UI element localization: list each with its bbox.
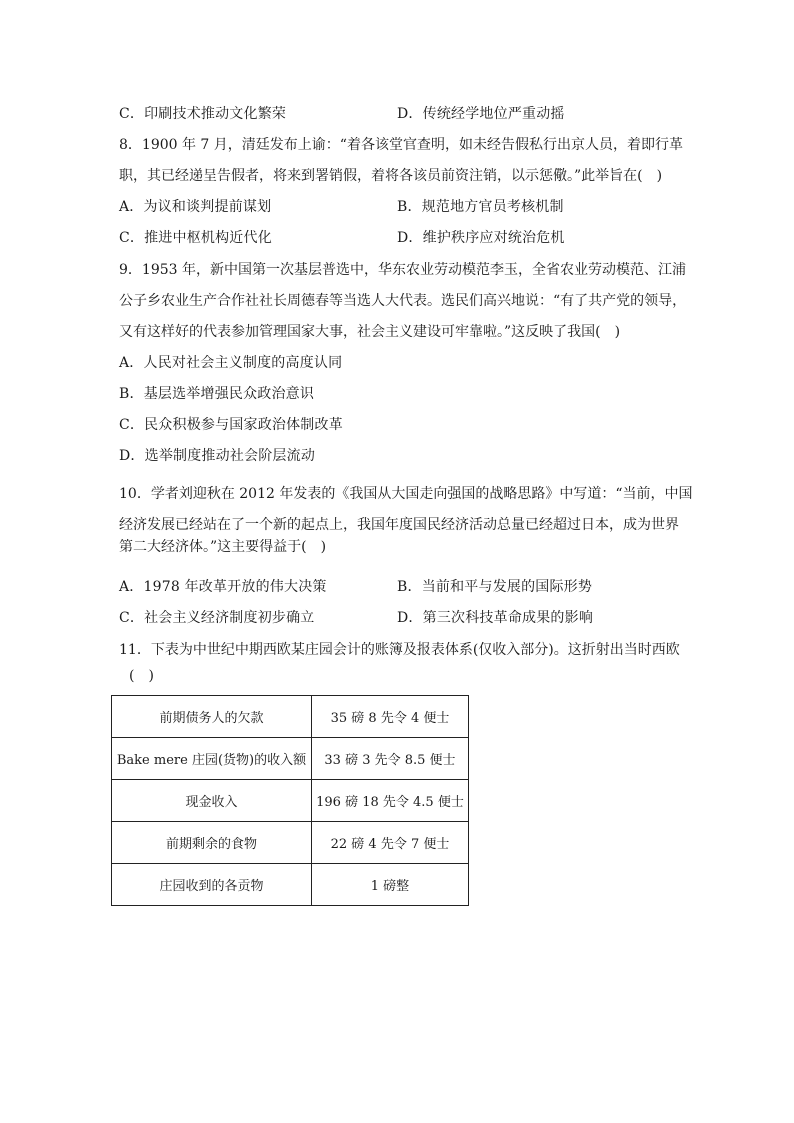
table-row bbox=[112, 738, 469, 780]
q11-stem-line1: 11．下表为中世纪中期西欧某庄园会计的账簿及报表体系(仅收入部分)。这折射出当时西欧 bbox=[119, 642, 680, 658]
q10-option-b: B．当前和平与发展的国际形势 bbox=[397, 579, 593, 595]
ledger-item: 前期剩余的食物 bbox=[112, 822, 312, 864]
q8-option-b: B．规范地方官员考核机制 bbox=[397, 199, 564, 215]
q9-stem-line1: 9．1953 年，新中国第一次基层普选中，华东农业劳动模范李玉，全省农业劳动模范、江浦 bbox=[119, 262, 686, 278]
q9-option-d: D．选举制度推动社会阶层流动 bbox=[119, 448, 316, 464]
table-row bbox=[112, 696, 469, 738]
q7-option-c: C．印刷技术推动文化繁荣 bbox=[119, 106, 287, 122]
q10-option-a: A．1978 年改革开放的伟大决策 bbox=[119, 579, 327, 595]
q11-stem-line2: ( ) bbox=[129, 668, 154, 684]
q8-option-a: A．为议和谈判提前谋划 bbox=[119, 199, 272, 215]
table-row bbox=[112, 780, 469, 822]
q9-stem-line3: 又有这样好的代表参加管理国家大事，社会主义建设可牢靠啦。”这反映了我国( ) bbox=[119, 324, 621, 340]
q10-stem-line1: 10．学者刘迎秋在 2012 年发表的《我国从大国走向强国的战略思路》中写道：“当前，中国 bbox=[119, 486, 693, 502]
q9-option-a: A．人民对社会主义制度的高度认同 bbox=[119, 355, 343, 371]
ledger-item: 前期债务人的欠款 bbox=[112, 696, 312, 738]
ledger-item: 庄园收到的各贡物 bbox=[112, 864, 312, 906]
q9-stem-line2: 公子乡农业生产合作社社长周德春等当选人大代表。选民们高兴地说：“有了共产党的领导， bbox=[119, 293, 687, 309]
ledger-amount: 33 磅 3 先令 8.5 便士 bbox=[311, 738, 468, 780]
ledger-amount: 196 磅 18 先令 4.5 便士 bbox=[311, 780, 468, 822]
table-row bbox=[112, 864, 469, 906]
ledger-amount: 35 磅 8 先令 4 便士 bbox=[311, 696, 468, 738]
q8-option-c: C．推进中枢机构近代化 bbox=[119, 230, 272, 246]
ledger-item: Bake mere 庄园(货物)的收入额 bbox=[112, 738, 312, 780]
ledger-amount: 1 磅整 bbox=[311, 864, 468, 906]
q8-stem-line2: 职，其已经递呈告假者，将来到署销假，着将各该员前资注销，以示惩儆。”此举旨在( ) bbox=[119, 168, 663, 184]
manor-income-ledger-table bbox=[111, 695, 469, 906]
table-row bbox=[112, 822, 469, 864]
q7-option-d: D．传统经学地位严重动摇 bbox=[397, 106, 565, 122]
q10-stem-line2: 经济发展已经站在了一个新的起点上，我国年度国民经济活动总量已经超过日本，成为世界 bbox=[119, 517, 679, 533]
ledger-amount: 22 磅 4 先令 7 便士 bbox=[311, 822, 468, 864]
q10-option-c: C．社会主义经济制度初步确立 bbox=[119, 610, 315, 626]
q8-option-d: D．维护秩序应对统治危机 bbox=[397, 230, 565, 246]
q10-option-d: D．第三次科技革命成果的影响 bbox=[397, 610, 594, 626]
q8-stem-line1: 8．1900 年 7 月，清廷发布上谕：“着各该堂官查明，如未经告假私行出京人员，着即行革 bbox=[119, 137, 683, 153]
q9-option-b: B．基层选举增强民众政治意识 bbox=[119, 386, 315, 402]
ledger-item: 现金收入 bbox=[112, 780, 312, 822]
q9-option-c: C．民众积极参与国家政治体制改革 bbox=[119, 417, 343, 433]
q10-stem-line3: 第二大经济体。”这主要得益于( ) bbox=[119, 539, 327, 555]
